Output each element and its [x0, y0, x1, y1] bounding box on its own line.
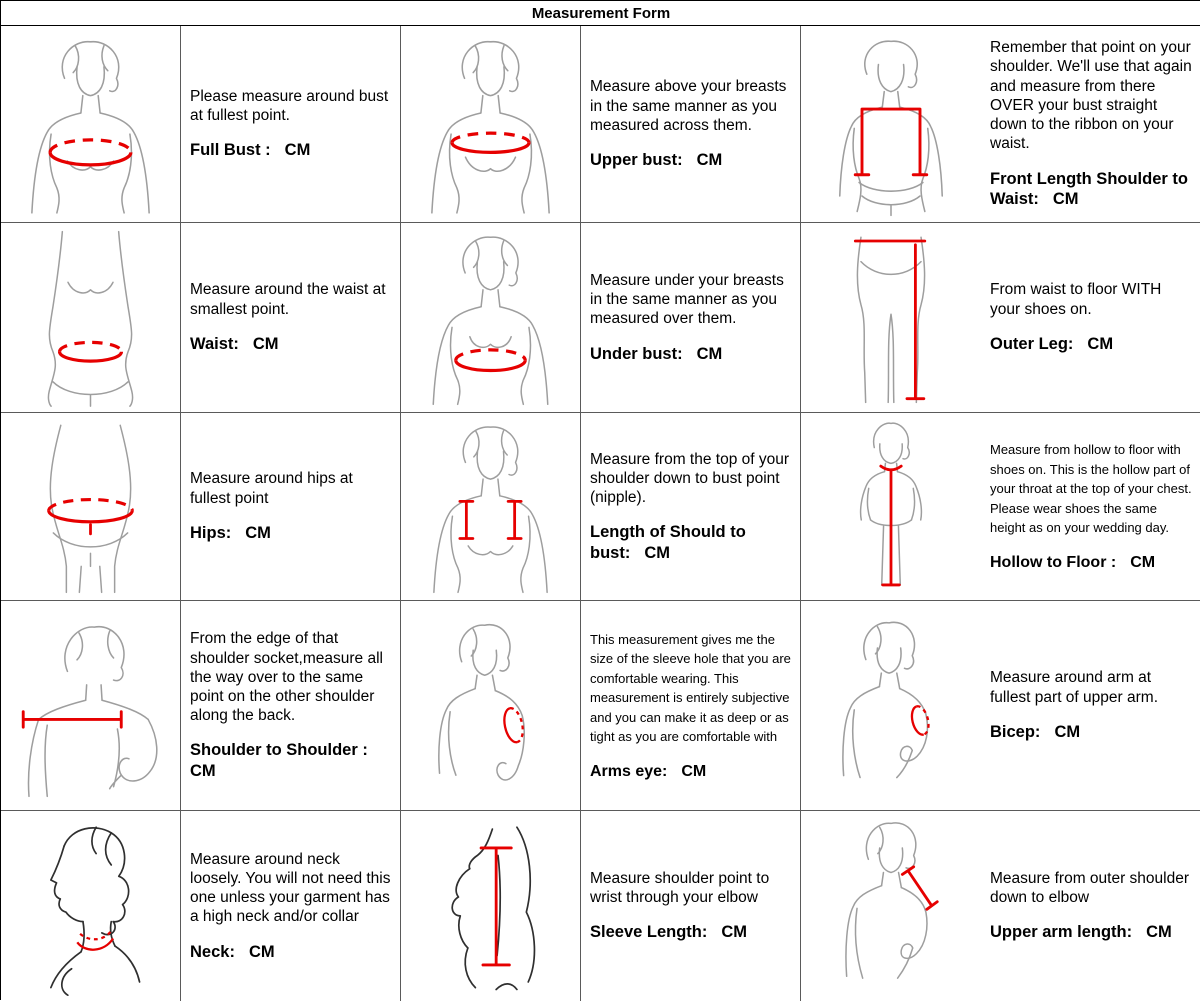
- shoulder-to-shoulder-figure: [1, 601, 181, 811]
- outer-leg-description: From waist to floor WITH your shoes on.: [990, 281, 1162, 318]
- outer-leg-sketch-icon: [804, 226, 978, 409]
- upper-bust-unit: CM: [696, 151, 723, 170]
- neck-label: Neck:: [190, 942, 235, 961]
- outer-leg-label: Outer Leg:: [990, 334, 1074, 353]
- upper-arm-length-cell: [981, 811, 1200, 1001]
- upper-bust-sketch-icon: [404, 29, 577, 219]
- full-bust-cell: [181, 26, 401, 223]
- sleeve-length-unit: CM: [721, 923, 748, 942]
- shoulder-to-bust-description: Measure from the top of your shoulder down to bust point (nipple).: [590, 450, 790, 506]
- waist-figure: [1, 223, 181, 413]
- arms-eye-sketch-icon: [404, 604, 577, 807]
- waist-sketch-icon: [4, 226, 177, 409]
- under-bust-figure: [401, 223, 581, 413]
- full-bust-figure: [1, 26, 181, 223]
- hips-cell: [181, 413, 401, 601]
- sleeve-length-description: Measure shoulder point to wrist through your elbow: [590, 869, 770, 907]
- shoulder-to-shoulder-cell: [181, 601, 401, 811]
- full-bust-label: Full Bust :: [190, 141, 271, 160]
- neck-description: Measure around neck loosely. You will not need this one unless your garment has a high neck and/or collar: [190, 850, 391, 926]
- upper-arm-length-figure: [801, 811, 981, 1001]
- front-length-label: Front Length Shoulder to Waist:: [990, 169, 1188, 209]
- front-length-description: Remember that point on your shoulder. We'll use that again and measure from there OVER your bust straight down to the ribbon on your waist.: [990, 39, 1192, 153]
- shoulder-to-bust-sketch-icon: [404, 416, 577, 597]
- under-bust-sketch-icon: [404, 226, 577, 409]
- arms-eye-cell: [581, 601, 801, 811]
- form-title: Measurement Form: [1, 1, 1200, 26]
- hollow-to-floor-figure: [801, 413, 981, 601]
- full-bust-description: Please measure around bust at fullest point.: [190, 87, 389, 125]
- hips-label: Hips:: [190, 523, 232, 542]
- upper-bust-description: Measure above your breasts in the same manner as you measured across them.: [590, 78, 787, 134]
- outer-leg-figure: [801, 223, 981, 413]
- upper-arm-length-unit: CM: [1146, 923, 1172, 942]
- upper-arm-length-label: Upper arm length:: [990, 923, 1133, 942]
- upper-bust-label: Upper bust:: [590, 151, 683, 170]
- neck-sketch-icon: [4, 814, 177, 998]
- front-length-figure: [801, 26, 981, 223]
- sleeve-length-figure: [401, 811, 581, 1001]
- neck-figure: [1, 811, 181, 1001]
- under-bust-cell: [581, 223, 801, 413]
- shoulder-to-bust-cell: [581, 413, 801, 601]
- bicep-cell: [981, 601, 1200, 811]
- shoulder-to-shoulder-label: Shoulder to Shoulder : CM: [190, 741, 368, 781]
- hollow-to-floor-sketch-icon: [804, 416, 978, 597]
- under-bust-description: Measure under your breasts in the same manner as you measured over them.: [590, 271, 784, 328]
- bicep-sketch-icon: [804, 604, 978, 807]
- shoulder-to-shoulder-sketch-icon: [4, 604, 177, 807]
- hollow-to-floor-cell: [981, 413, 1200, 601]
- upper-bust-cell: [581, 26, 801, 223]
- upper-arm-length-description: Measure from outer shoulder down to elbow: [990, 869, 1190, 907]
- shoulder-to-bust-unit: CM: [644, 543, 670, 562]
- front-length-unit: CM: [1052, 190, 1079, 209]
- hips-unit: CM: [245, 523, 271, 542]
- waist-cell: [181, 223, 401, 413]
- neck-unit: CM: [248, 942, 275, 961]
- hips-description: Measure around hips at fullest point: [190, 470, 353, 507]
- arms-eye-label: Arms eye:: [590, 762, 668, 780]
- full-bust-unit: CM: [284, 141, 311, 160]
- front-length-cell: [981, 26, 1200, 223]
- waist-description: Measure around the waist at smallest point.: [190, 281, 386, 318]
- arms-eye-unit: CM: [681, 762, 707, 780]
- under-bust-unit: CM: [696, 344, 723, 363]
- under-bust-label: Under bust:: [590, 344, 683, 363]
- shoulder-to-bust-label: Length of Should to bust:: [590, 523, 746, 562]
- full-bust-sketch-icon: [4, 29, 177, 219]
- outer-leg-unit: CM: [1087, 334, 1114, 353]
- sleeve-length-sketch-icon: [404, 814, 577, 998]
- arms-eye-description: This measurement gives me the size of the sleeve hole that you are comfortable wearing. This measurement is entirely subjective and you can make it as deep or as tight as you are comfortable with: [590, 631, 791, 744]
- arms-eye-figure: [401, 601, 581, 811]
- hips-sketch-icon: [4, 416, 177, 597]
- hollow-to-floor-description: Measure from hollow to floor with shoes on. This is the hollow part of your throat at the top of your chest. Please wear shoes the same height as on your wedding day.: [990, 442, 1192, 536]
- hips-figure: [1, 413, 181, 601]
- hollow-to-floor-label: Hollow to Floor :: [990, 553, 1117, 571]
- shoulder-to-shoulder-description: From the edge of that shoulder socket,measure all the way over to the same point on the other shoulder along the back.: [190, 630, 383, 725]
- bicep-unit: CM: [1054, 722, 1081, 741]
- hollow-to-floor-unit: CM: [1130, 553, 1156, 571]
- bicep-figure: [801, 601, 981, 811]
- front-length-sketch-icon: [804, 29, 978, 219]
- waist-label: Waist:: [190, 334, 239, 353]
- upper-arm-length-sketch-icon: [804, 814, 978, 998]
- shoulder-to-bust-figure: [401, 413, 581, 601]
- bicep-label: Bicep:: [990, 722, 1041, 741]
- neck-cell: [181, 811, 401, 1001]
- bicep-description: Measure around arm at fullest part of upper arm.: [990, 669, 1158, 706]
- outer-leg-cell: [981, 223, 1200, 413]
- upper-bust-figure: [401, 26, 581, 223]
- sleeve-length-cell: [581, 811, 801, 1001]
- sleeve-length-label: Sleeve Length:: [590, 923, 708, 942]
- waist-unit: CM: [252, 334, 279, 353]
